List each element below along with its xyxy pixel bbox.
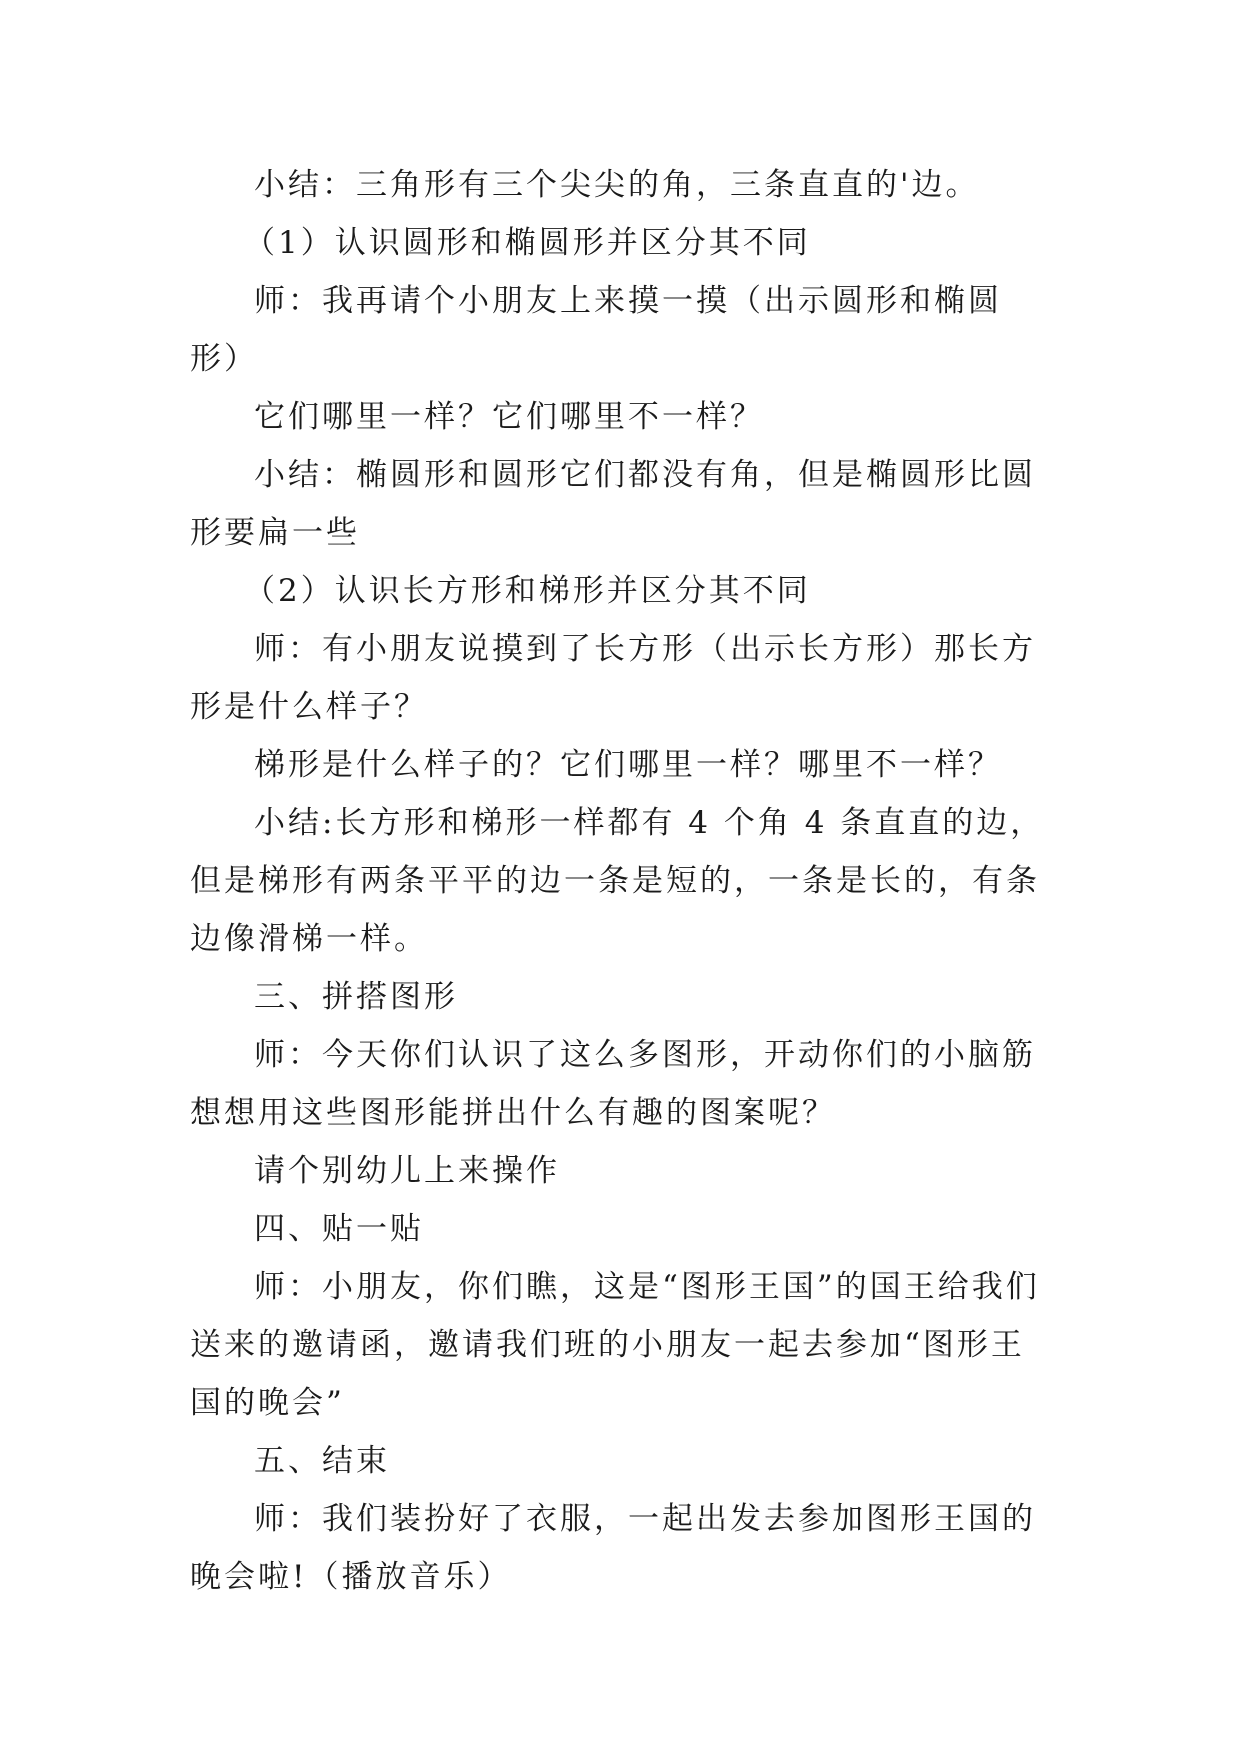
section-five-heading: 五、结束 <box>254 1443 390 1479</box>
teacher-line-rectangle: 师：有小朋友说摸到了长方形（出示长方形）那长方形是什么样子？ <box>190 631 1036 725</box>
summary-rectangle-trapezoid: 小结:长方形和梯形一样都有 4 个角 4 条直直的边，但是梯形有两条平平的边一条是短的，一条是长的，有条边像滑梯一样。 <box>190 805 1045 957</box>
document-body <box>190 156 1050 1606</box>
section-rectangle-trapezoid-heading: （2）认识长方形和梯形并区分其不同 <box>244 573 811 609</box>
section-circle-ellipse-heading: （1）认识圆形和椭圆形并区分其不同 <box>244 225 811 261</box>
teacher-line-invitation: 师：小朋友，你们瞧，这是“图形王国”的国王给我们送来的邀请函，邀请我们班的小朋友一起去参加“图形王国的晚会” <box>190 1269 1040 1421</box>
section-three-heading: 三、拼搭图形 <box>254 979 458 1015</box>
teacher-line-closing: 师：我们装扮好了衣服，一起出发去参加图形王国的晚会啦!（播放音乐） <box>190 1501 1036 1595</box>
teacher-line-touch: 师：我再请个小朋友上来摸一摸（出示圆形和椭圆形） <box>190 283 1002 377</box>
summary-triangle: 小结：三角形有三个尖尖的角，三条直直的'边。 <box>254 167 980 203</box>
summary-ellipse-circle: 小结：椭圆形和圆形它们都没有角，但是椭圆形比圆形要扁一些 <box>190 457 1036 551</box>
activity-operate: 请个别幼儿上来操作 <box>254 1153 560 1189</box>
question-same-different: 它们哪里一样？它们哪里不一样？ <box>254 399 764 435</box>
question-trapezoid: 梯形是什么样子的？它们哪里一样？哪里不一样？ <box>254 747 1002 783</box>
teacher-line-assemble: 师：今天你们认识了这么多图形，开动你们的小脑筋想想用这些图形能拼出什么有趣的图案呢？ <box>190 1037 1036 1131</box>
section-four-heading: 四、贴一贴 <box>254 1211 424 1247</box>
